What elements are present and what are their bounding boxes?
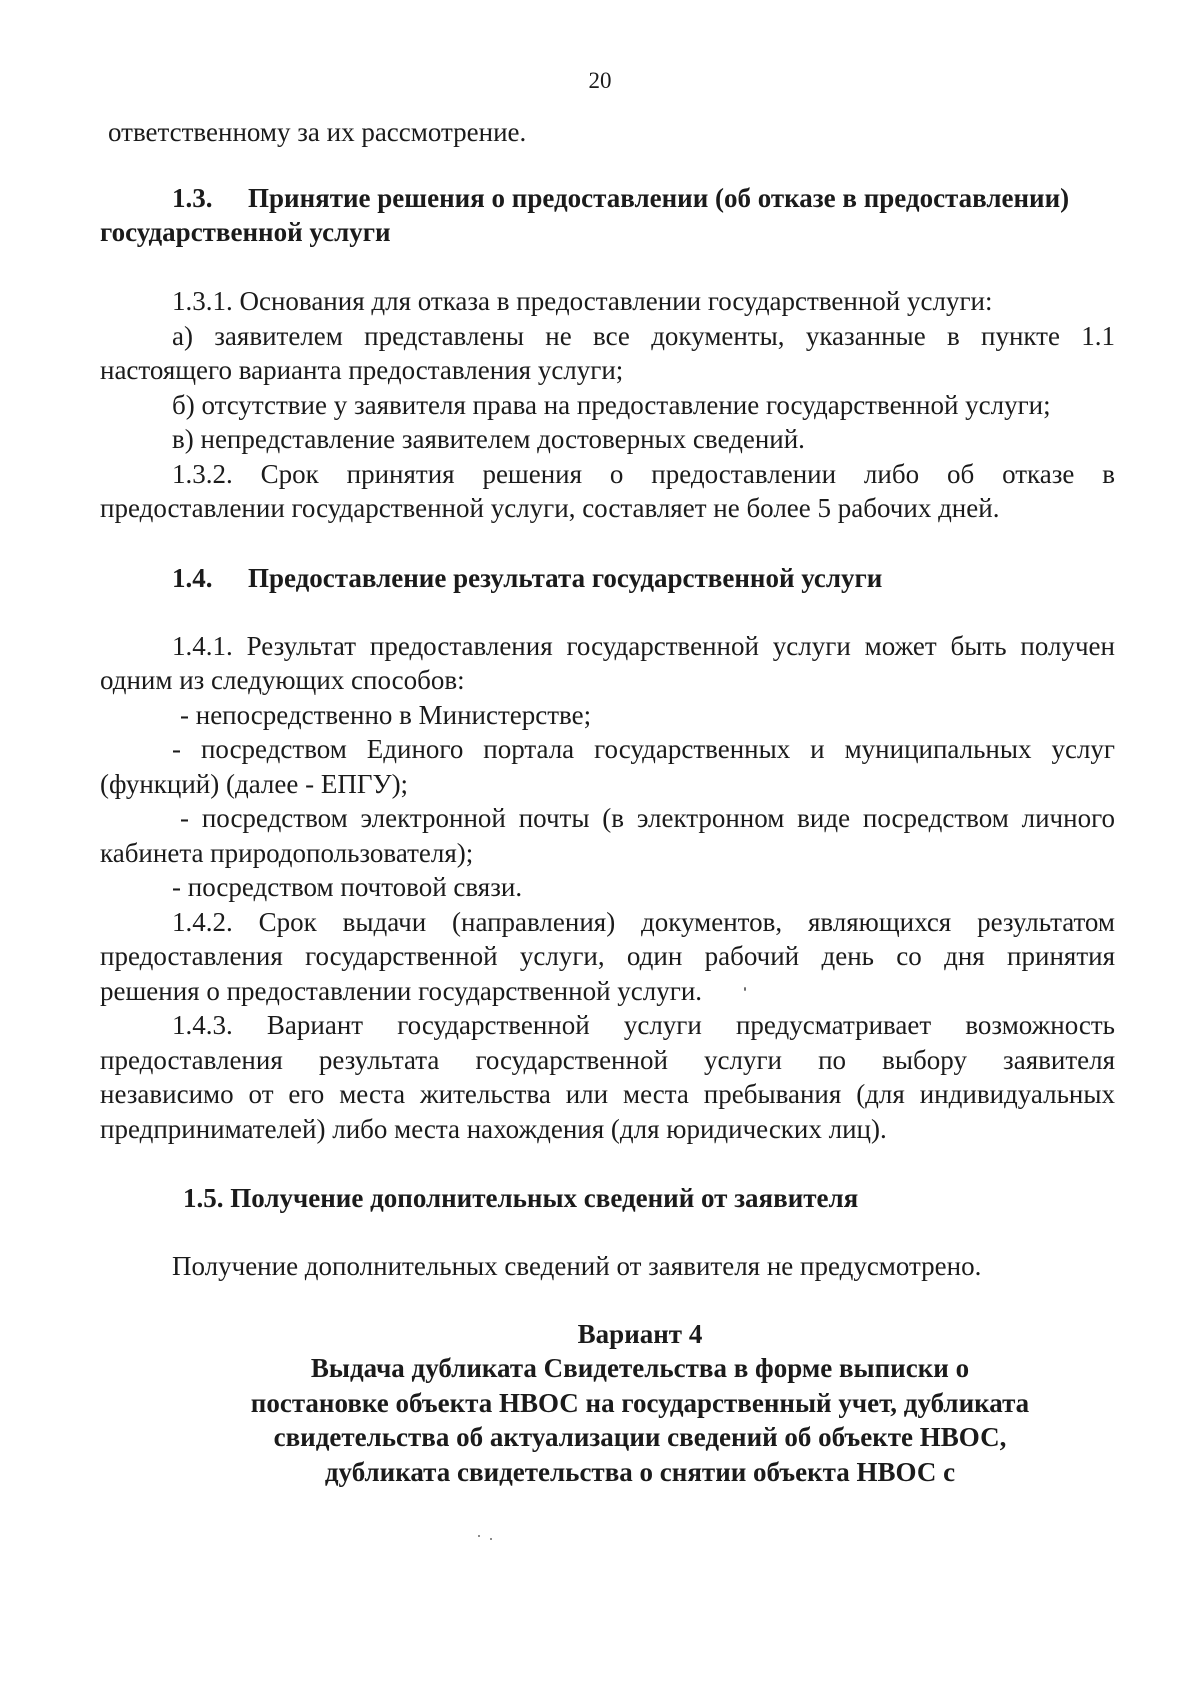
paragraph-line: ответственному за их рассмотрение. bbox=[108, 117, 527, 147]
page-number: 20 bbox=[588, 68, 612, 93]
section-title: Предоставление результата государственной услуги bbox=[248, 563, 883, 593]
paragraph-line: предоставления государственной услуги, один рабочий день со дня принятия bbox=[100, 941, 1115, 971]
section-number: 1.4. bbox=[172, 563, 213, 593]
section-heading-1-4 bbox=[172, 560, 1115, 596]
section-heading-1-3-continued: государственной услуги bbox=[100, 217, 391, 247]
paragraph-line: 1.3.2. Срок принятия решения о предоставлении либо об отказе в bbox=[172, 459, 1115, 489]
variant-heading-line: свидетельства об актуализации сведений об объекте НВОС, bbox=[273, 1422, 1007, 1452]
list-item: - посредством электронной почты (в электронном виде посредством личного bbox=[180, 803, 1115, 833]
section-heading-1-3 bbox=[172, 180, 1115, 216]
paragraph-line: предоставлении государственной услуги, составляет не более 5 рабочих дней. bbox=[100, 493, 1000, 523]
variant-heading-line: постановке объекта НВОС на государственный учет, дубликата bbox=[250, 1388, 1030, 1418]
list-item: - посредством почтовой связи. bbox=[172, 872, 523, 902]
paragraph-line: 1.4.2. Срок выдачи (направления) документов, являющихся результатом bbox=[172, 907, 1115, 937]
scan-speck bbox=[478, 1535, 480, 1537]
paragraph-line: решения о предоставлении государственной услуги. bbox=[100, 976, 703, 1006]
paragraph-line: кабинета природопользователя); bbox=[100, 838, 474, 868]
paragraph-line: предоставления результата государственной услуги по выбору заявителя bbox=[100, 1045, 1115, 1075]
paragraph-line: независимо от его места жительства или места пребывания (для индивидуальных bbox=[100, 1079, 1115, 1109]
variant-heading-line: дубликата свидетельства о снятии объекта НВОС с bbox=[324, 1457, 956, 1487]
paragraph-line: 1.3.1. Основания для отказа в предоставлении государственной услуги: bbox=[172, 286, 993, 316]
paragraph-line: в) непредставление заявителем достоверных сведений. bbox=[172, 424, 805, 454]
paragraph-line: 1.4.3. Вариант государственной услуги предусматривает возможность bbox=[172, 1010, 1115, 1040]
paragraph-line: 1.4.1. Результат предоставления государственной услуги может быть получен bbox=[172, 631, 1115, 661]
paragraph-line: одним из следующих способов: bbox=[100, 665, 465, 695]
scan-speck bbox=[744, 987, 746, 991]
list-item: - посредством Единого портала государственных и муниципальных услуг bbox=[172, 734, 1115, 764]
variant-title: Вариант 4 bbox=[577, 1319, 703, 1349]
paragraph-line: Получение дополнительных сведений от заявителя не предусмотрено. bbox=[172, 1251, 982, 1281]
section-heading-1-5: 1.5. Получение дополнительных сведений от заявителя bbox=[183, 1183, 859, 1213]
paragraph-line: б) отсутствие у заявителя права на предоставление государственной услуги; bbox=[172, 390, 1051, 420]
paragraph-line: настоящего варианта предоставления услуги; bbox=[100, 355, 624, 385]
paragraph-line: предпринимателей) либо места нахождения (для юридических лиц). bbox=[100, 1114, 887, 1144]
section-number: 1.3. bbox=[172, 183, 213, 213]
scan-speck bbox=[490, 1538, 492, 1540]
paragraph-line: (функций) (далее - ЕПГУ); bbox=[100, 769, 409, 799]
section-title: Принятие решения о предоставлении (об отказе в предоставлении) bbox=[248, 183, 1070, 213]
list-item: - непосредственно в Министерстве; bbox=[180, 700, 592, 730]
variant-heading-line: Выдача дубликата Свидетельства в форме выписки о bbox=[310, 1353, 970, 1383]
paragraph-line: а) заявителем представлены не все документы, указанные в пункте 1.1 bbox=[172, 321, 1115, 351]
